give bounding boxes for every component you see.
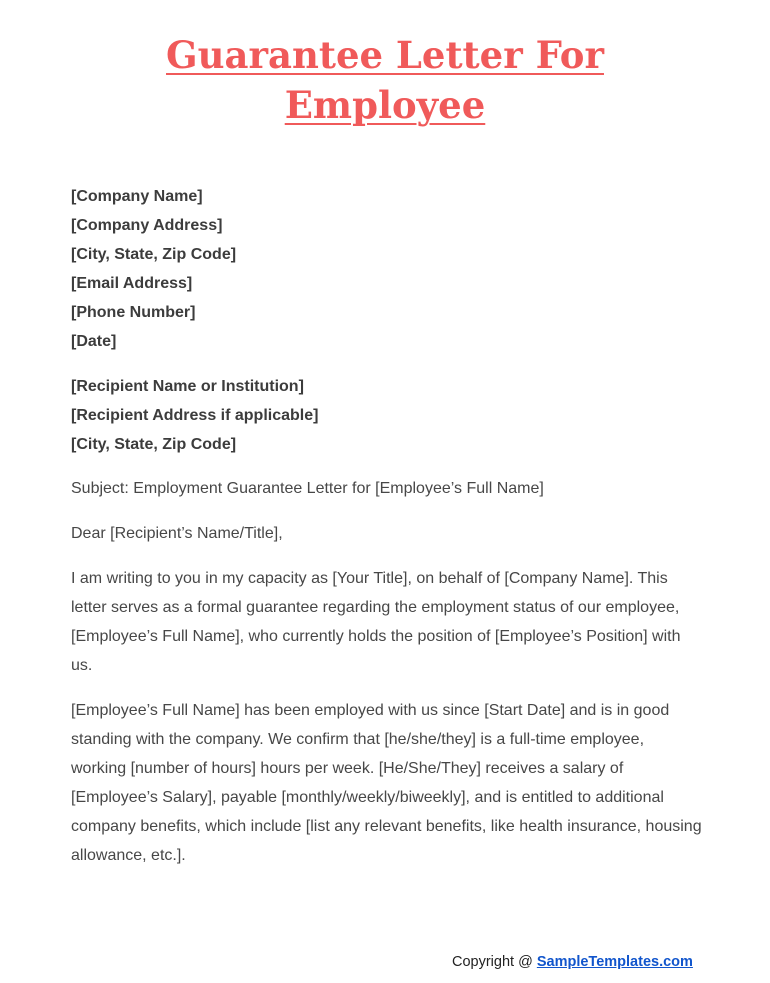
sender-company-address: [Company Address] — [71, 217, 223, 234]
title-line-2: Employee — [284, 83, 486, 127]
sender-city-state-zip: [City, State, Zip Code] — [71, 246, 237, 263]
copyright-footer — [452, 951, 693, 973]
salutation: Dear [Recipient’s Name/Title], — [71, 525, 283, 542]
recipient-name: [Recipient Name or Institution] — [71, 378, 304, 395]
sender-email: [Email Address] — [71, 275, 193, 292]
sender-company-name: [Company Name] — [71, 188, 203, 205]
page-title — [0, 30, 770, 130]
recipient-address: [Recipient Address if applicable] — [71, 407, 319, 424]
body-paragraph: I am writing to you in my capacity as [Your Title], on behalf of [Company Name]. This letter serves as a formal guarantee regarding the employment status of our employee, [Employee’s Full Name], who currently holds the position of [Employee’s Position] with us. — [71, 570, 681, 674]
sender-phone: [Phone Number] — [71, 304, 196, 321]
recipient-city-state-zip: [City, State, Zip Code] — [71, 436, 237, 453]
body-paragraph: [Employee’s Full Name] has been employed with us since [Start Date] and is in good standing with the company. We confirm that [he/she/they] is a full-time employee, working [number of hours] hours per week. [He/She/They] receives a salary of [Employee’s Salary], payable [monthly/weekly/biweekly], and is entitled to additional company benefits, which include [list any relevant benefits, like health insurance, housing allowance, etc.]. — [71, 702, 702, 864]
title-line-1: Guarantee Letter For — [166, 33, 604, 77]
recipient-address-block — [71, 372, 711, 459]
sender-address-block — [71, 182, 711, 356]
letter-date: [Date] — [71, 333, 117, 350]
subject-line: Subject: Employment Guarantee Letter for [Employee’s Full Name] — [71, 480, 544, 497]
sampletemplates-link[interactable]: SampleTemplates.com — [536, 954, 693, 970]
copyright-text: Copyright @ — [452, 954, 537, 970]
